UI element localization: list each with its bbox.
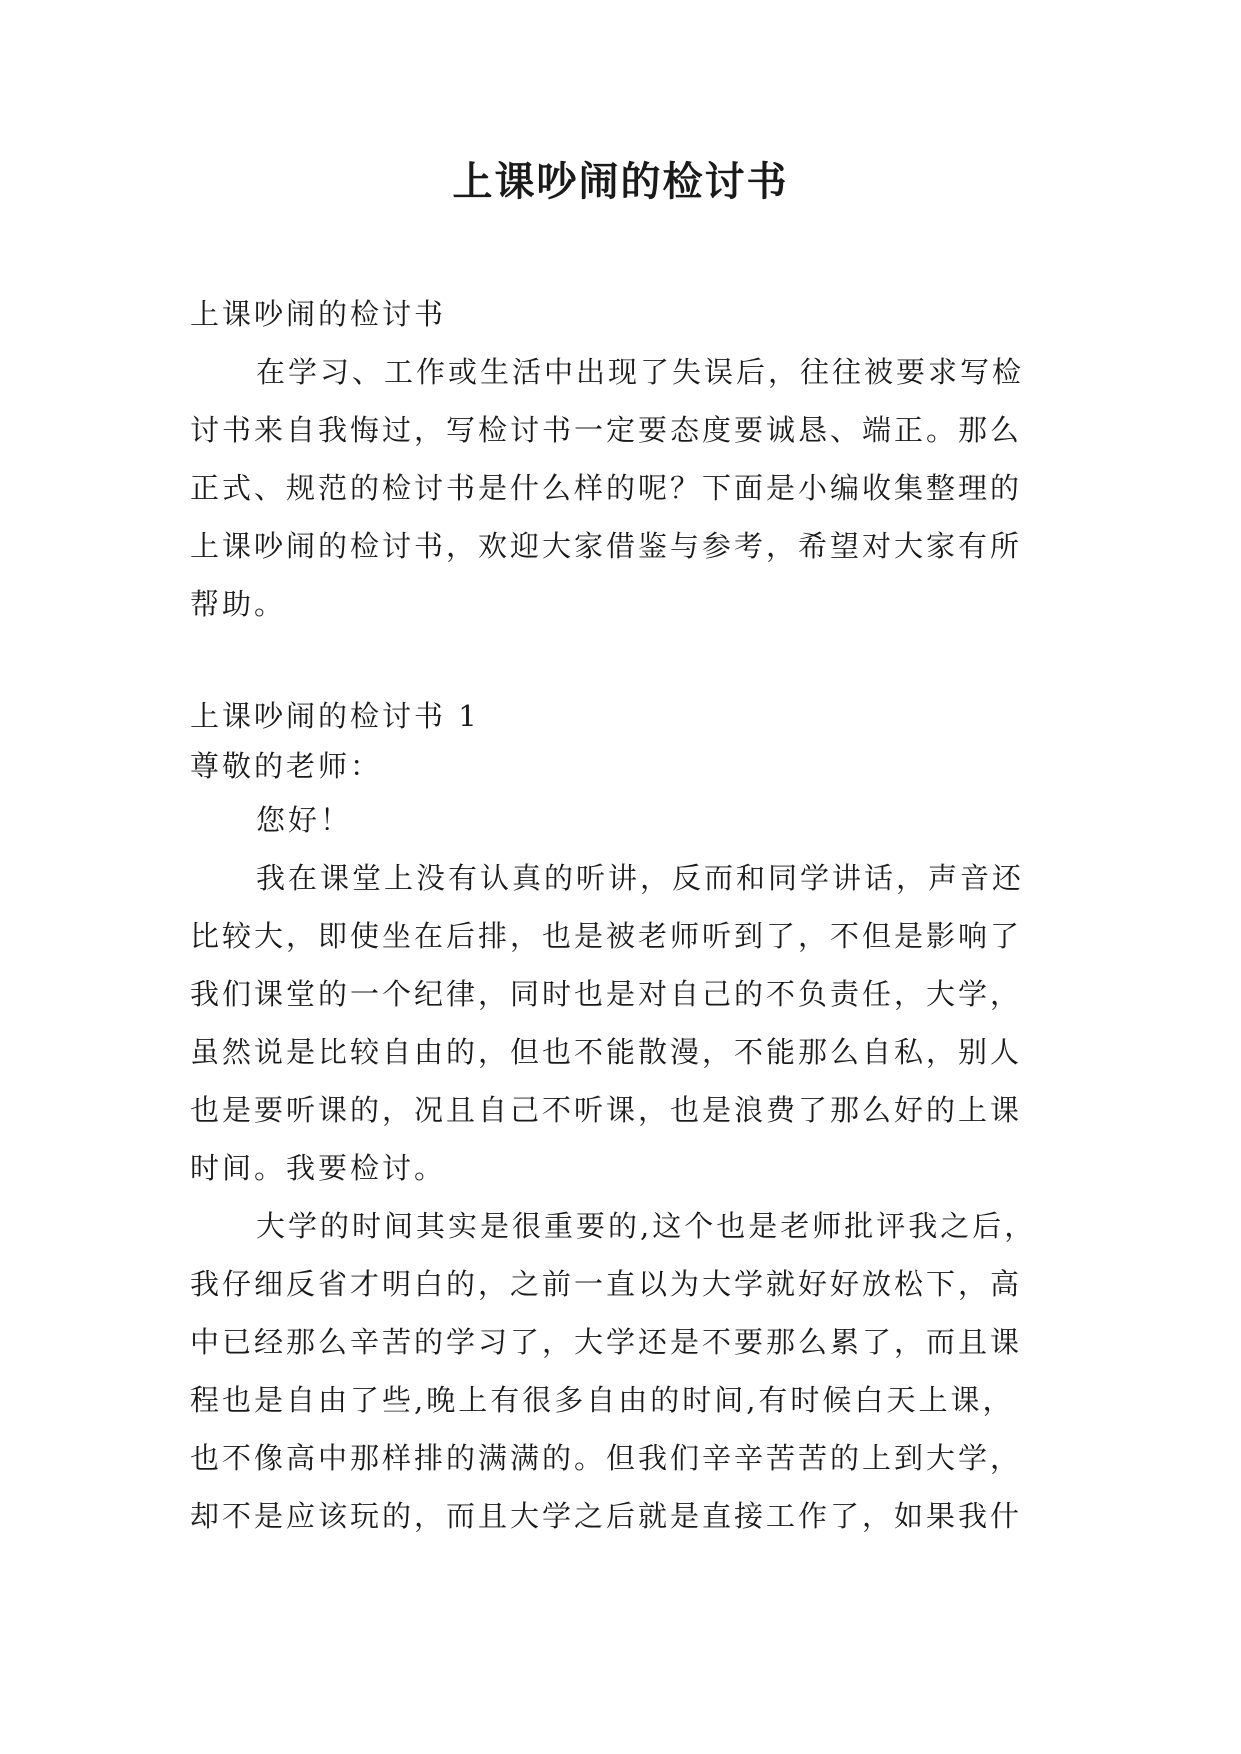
text-line: 大学的时间其实是很重要的,这个也是老师批评我之后， — [256, 1209, 1037, 1243]
text-line: 正式、规范的检讨书是什么样的呢？下面是小编收集整理的 — [190, 471, 1023, 505]
text-line: 程也是自由了些,晚上有很多自由的时间,有时候白天上课， — [190, 1383, 1015, 1417]
text-line: 帮助。 — [190, 587, 287, 621]
paragraph-2 — [190, 1197, 1050, 1545]
greeting: 您好！ — [256, 803, 353, 837]
text-line: 比较大，即使坐在后排，也是被老师听到了，不但是影响了 — [190, 919, 1023, 953]
text-line: 虽然说是比较自由的，但也不能散漫，不能那么自私，别人 — [190, 1035, 1023, 1069]
text-line: 我们课堂的一个纪律，同时也是对自己的不负责任，大学， — [190, 977, 1023, 1011]
salutation: 尊敬的老师： — [190, 749, 383, 783]
text-line: 讨书来自我悔过，写检讨书一定要态度要诚恳、端正。那么 — [190, 413, 1023, 447]
text-line: 我仔细反省才明白的，之前一直以为大学就好好放松下，高 — [190, 1267, 1023, 1301]
text-line: 也不像高中那样排的满满的。但我们辛辛苦苦的上到大学， — [190, 1441, 1023, 1475]
text-line: 中已经那么辛苦的学习了，大学还是不要那么累了，而且课 — [190, 1325, 1023, 1359]
paragraph-1 — [190, 849, 1050, 1197]
document-body — [190, 285, 1050, 1545]
section-heading: 上课吵闹的检讨书 1 — [190, 699, 480, 733]
text-line: 却不是应该玩的，而且大学之后就是直接工作了，如果我什 — [190, 1499, 1023, 1533]
text-line: 时间。我要检讨。 — [190, 1151, 447, 1185]
text-line: 也是要听课的，况且自己不听课，也是浪费了那么好的上课 — [190, 1093, 1023, 1127]
spacer — [190, 633, 1050, 691]
text-line: 上课吵闹的检讨书，欢迎大家借鉴与参考，希望对大家有所 — [190, 529, 1023, 563]
text-line: 在学习、工作或生活中出现了失误后，往往被要求写检 — [256, 355, 1025, 389]
intro-paragraph — [190, 343, 1050, 633]
subtitle: 上课吵闹的检讨书 — [190, 297, 447, 331]
document-title: 上课吵闹的检讨书 — [452, 158, 789, 205]
text-line: 我在课堂上没有认真的听讲，反而和同学讲话，声音还 — [256, 861, 1025, 895]
